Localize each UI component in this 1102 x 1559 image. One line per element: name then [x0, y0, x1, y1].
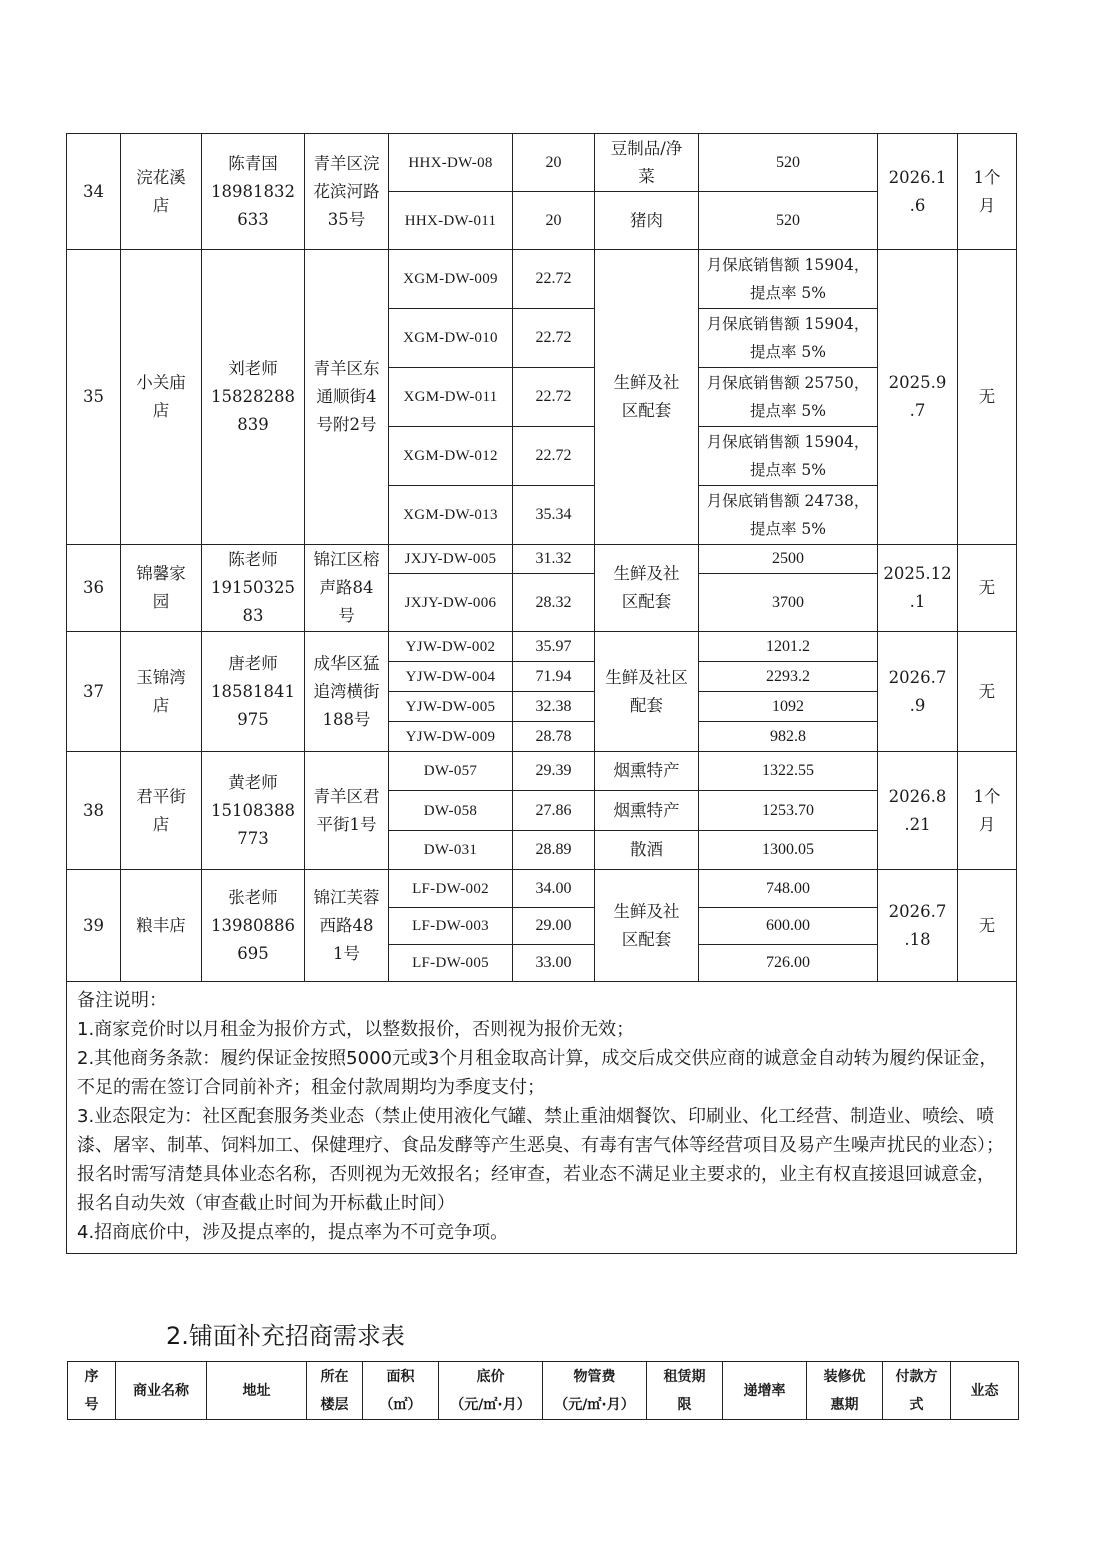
unit-code: DW-057 — [389, 752, 513, 791]
unit-code: JXJY-DW-005 — [389, 545, 513, 574]
base-price: 726.00 — [699, 945, 878, 982]
store-address: 青羊区君 平街1号 — [305, 752, 389, 870]
supp-header-cell: 付款方 式 — [883, 1362, 951, 1420]
notes-item-3: 3.业态限定为：社区配套服务类业态（禁止使用液化气罐、禁止重油烟餐饮、印刷业、化工经营、制造业、喷绘、喷漆、屠宰、制革、饲料加工、保健理疗、食品发酵等产生恶臭、有毒有害气体等经营项目及易产生噪声扰民的业态）；报名时需写清楚具体业态名称，否则视为无效报名；经审查，若业态不满足业主要求的，业主有权直接退回诚意金，报名自动失效（审查截止时间为开标截止时间） — [77, 1106, 1004, 1214]
store-contact: 唐老师 18581841 975 — [202, 632, 305, 752]
store-name: 玉锦湾 店 — [121, 632, 202, 752]
store-no: 34 — [67, 134, 121, 250]
unit-code: XGM-DW-013 — [389, 486, 513, 545]
store-name: 小关庙 店 — [121, 250, 202, 545]
deposit-period: 1个 月 — [958, 752, 1017, 870]
supp-header-cell: 面积 （㎡） — [363, 1362, 439, 1420]
unit-area: 20 — [513, 134, 595, 192]
unit-code: DW-031 — [389, 831, 513, 870]
unit-code: YJW-DW-004 — [389, 662, 513, 692]
table-row — [67, 545, 1017, 574]
store-contact: 黄老师 15108388 773 — [202, 752, 305, 870]
unit-area: 35.34 — [513, 486, 595, 545]
supp-header-cell: 租赁期 限 — [647, 1362, 723, 1420]
supp-header-cell: 装修优 惠期 — [807, 1362, 883, 1420]
base-price: 月保底销售额 25750， 提点率 5% — [699, 368, 878, 427]
business-type: 生鲜及社区 配套 — [595, 632, 699, 752]
store-contact: 陈老师 19150325 83 — [202, 545, 305, 632]
supp-header-cell: 序 号 — [68, 1362, 116, 1420]
store-name: 君平街 店 — [121, 752, 202, 870]
unit-area: 22.72 — [513, 427, 595, 486]
business-type: 生鲜及社 区配套 — [595, 870, 699, 982]
unit-area: 28.32 — [513, 574, 595, 632]
unit-area: 27.86 — [513, 791, 595, 831]
unit-code: YJW-DW-009 — [389, 722, 513, 752]
supp-header-cell: 递增率 — [723, 1362, 807, 1420]
unit-area: 22.72 — [513, 309, 595, 368]
base-price: 1253.70 — [699, 791, 878, 831]
supplementary-demand-table — [67, 1361, 1019, 1420]
store-contact: 陈青国 18981832 633 — [202, 134, 305, 250]
lease-date: 2025.12 .1 — [878, 545, 958, 632]
base-price: 520 — [699, 192, 878, 250]
table-row — [67, 250, 1017, 309]
lease-date: 2026.7 .18 — [878, 870, 958, 982]
supp-header-cell: 业态 — [951, 1362, 1019, 1420]
table-row — [67, 134, 1017, 192]
deposit-period: 无 — [958, 632, 1017, 752]
store-contact: 张老师 13980886 695 — [202, 870, 305, 982]
base-price: 月保底销售额 15904， 提点率 5% — [699, 309, 878, 368]
table-row — [67, 632, 1017, 662]
store-name: 锦馨家 园 — [121, 545, 202, 632]
unit-area: 22.72 — [513, 368, 595, 427]
unit-code: LF-DW-005 — [389, 945, 513, 982]
base-price: 2500 — [699, 545, 878, 574]
deposit-period: 无 — [958, 545, 1017, 632]
supp-header-cell: 商业名称 — [116, 1362, 207, 1420]
unit-area: 33.00 — [513, 945, 595, 982]
unit-area: 29.39 — [513, 752, 595, 791]
base-price: 3700 — [699, 574, 878, 632]
unit-code: LF-DW-003 — [389, 908, 513, 945]
unit-code: YJW-DW-005 — [389, 692, 513, 722]
supp-header-cell: 地址 — [207, 1362, 307, 1420]
base-price: 1322.55 — [699, 752, 878, 791]
shop-lease-table — [66, 133, 1017, 1254]
base-price: 月保底销售额 15904， 提点率 5% — [699, 250, 878, 309]
unit-area: 22.72 — [513, 250, 595, 309]
table-row — [67, 752, 1017, 791]
business-type: 烟熏特产 — [595, 752, 699, 791]
unit-code: XGM-DW-012 — [389, 427, 513, 486]
business-type: 生鲜及社 区配套 — [595, 545, 699, 632]
store-no: 38 — [67, 752, 121, 870]
notes-heading: 备注说明： — [77, 990, 167, 1011]
unit-area: 35.97 — [513, 632, 595, 662]
business-type: 猪肉 — [595, 192, 699, 250]
unit-area: 34.00 — [513, 870, 595, 908]
store-address: 青羊区浣 花滨河路 35号 — [305, 134, 389, 250]
supp-header-cell: 物管费 （元/㎡·月） — [543, 1362, 647, 1420]
base-price: 748.00 — [699, 870, 878, 908]
supp-header-row — [68, 1362, 1019, 1420]
base-price: 1201.2 — [699, 632, 878, 662]
unit-area: 32.38 — [513, 692, 595, 722]
unit-code: XGM-DW-009 — [389, 250, 513, 309]
store-name: 浣花溪 店 — [121, 134, 202, 250]
store-no: 37 — [67, 632, 121, 752]
base-price: 2293.2 — [699, 662, 878, 692]
supp-header-cell: 底价 （元/㎡·月） — [439, 1362, 543, 1420]
notes-item-4: 4.招商底价中，涉及提点率的，提点率为不可竞争项。 — [77, 1222, 509, 1243]
lease-date: 2025.9 .7 — [878, 250, 958, 545]
store-no: 35 — [67, 250, 121, 545]
unit-code: XGM-DW-010 — [389, 309, 513, 368]
base-price: 982.8 — [699, 722, 878, 752]
store-address: 青羊区东 通顺街4 号附2号 — [305, 250, 389, 545]
store-address: 成华区猛 追湾横街 188号 — [305, 632, 389, 752]
base-price: 月保底销售额 15904， 提点率 5% — [699, 427, 878, 486]
unit-code: YJW-DW-002 — [389, 632, 513, 662]
base-price: 月保底销售额 24738， 提点率 5% — [699, 486, 878, 545]
business-type: 烟熏特产 — [595, 791, 699, 831]
store-address: 锦江芙蓉 西路48 1号 — [305, 870, 389, 982]
lease-date: 2026.8 .21 — [878, 752, 958, 870]
unit-area: 29.00 — [513, 908, 595, 945]
store-contact: 刘老师 15828288 839 — [202, 250, 305, 545]
unit-area: 71.94 — [513, 662, 595, 692]
lease-date: 2026.7 .9 — [878, 632, 958, 752]
lease-date: 2026.1 .6 — [878, 134, 958, 250]
deposit-period: 1个 月 — [958, 134, 1017, 250]
unit-code: JXJY-DW-006 — [389, 574, 513, 632]
deposit-period: 无 — [958, 250, 1017, 545]
section-title: 2.铺面补充招商需求表 — [166, 1322, 405, 1350]
business-type: 生鲜及社 区配套 — [595, 250, 699, 545]
base-price: 520 — [699, 134, 878, 192]
notes-cell — [67, 982, 1017, 1254]
unit-code: XGM-DW-011 — [389, 368, 513, 427]
notes-item-2: 2.其他商务条款：履约保证金按照5000元或3个月租金取高计算，成交后成交供应商的诚意金自动转为履约保证金，不足的需在签订合同前补齐；租金付款周期均为季度支付； — [77, 1048, 998, 1098]
deposit-period: 无 — [958, 870, 1017, 982]
supp-header-cell: 所在 楼层 — [307, 1362, 363, 1420]
table-row — [67, 870, 1017, 908]
unit-area: 28.78 — [513, 722, 595, 752]
base-price: 1300.05 — [699, 831, 878, 870]
store-no: 36 — [67, 545, 121, 632]
base-price: 600.00 — [699, 908, 878, 945]
business-type: 豆制品/净 菜 — [595, 134, 699, 192]
business-type: 散酒 — [595, 831, 699, 870]
base-price: 1092 — [699, 692, 878, 722]
unit-area: 31.32 — [513, 545, 595, 574]
store-address: 锦江区榕 声路84 号 — [305, 545, 389, 632]
unit-code: DW-058 — [389, 791, 513, 831]
store-name: 粮丰店 — [121, 870, 202, 982]
unit-code: HHX-DW-08 — [389, 134, 513, 192]
unit-area: 20 — [513, 192, 595, 250]
store-no: 39 — [67, 870, 121, 982]
shop-lease-table-body — [67, 134, 1017, 982]
unit-code: LF-DW-002 — [389, 870, 513, 908]
unit-code: HHX-DW-011 — [389, 192, 513, 250]
unit-area: 28.89 — [513, 831, 595, 870]
notes-item-1: 1.商家竞价时以月租金为报价方式，以整数报价，否则视为报价无效； — [77, 1019, 635, 1040]
